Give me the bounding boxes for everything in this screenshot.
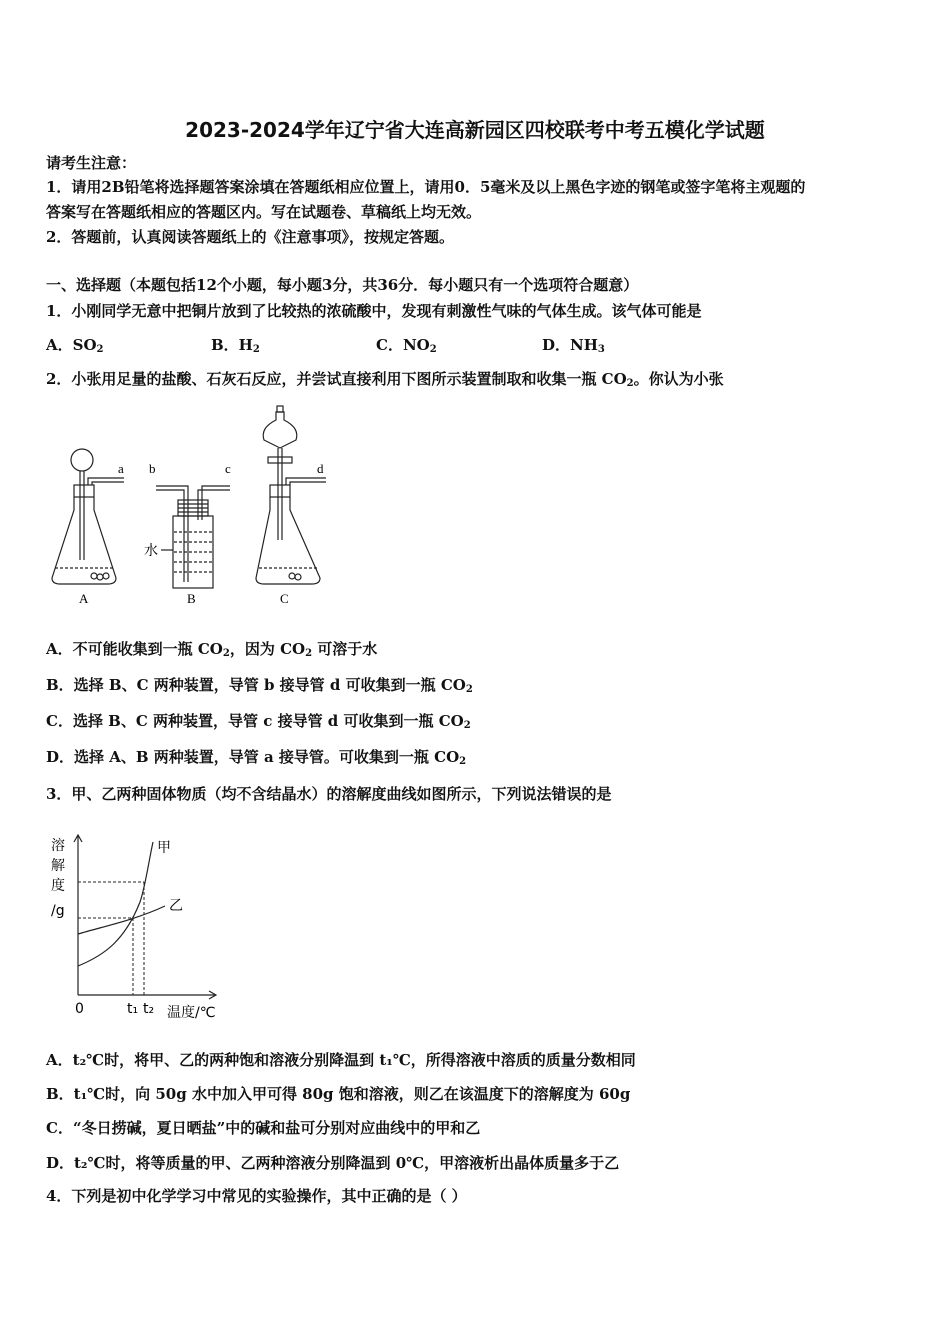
- q3-option-a[interactable]: A．t₂℃时，将甲、乙的两种饱和溶液分别降温到 t₁℃，所得溶液中溶质的质量分数相同: [46, 1051, 636, 1069]
- q1-option-a[interactable]: A．$SO_2$: [46, 336, 104, 355]
- water-label: 水: [144, 543, 158, 559]
- t1-label: t₁: [127, 1001, 139, 1017]
- curve-yi: [78, 906, 165, 934]
- curve-yi-label: 乙: [169, 898, 183, 914]
- q3-option-d[interactable]: D．t₂℃时，将等质量的甲、乙两种溶液分别降温到 0℃，甲溶液析出晶体质量多于乙: [46, 1154, 620, 1172]
- t2-label: t₂: [143, 1001, 155, 1017]
- notice-line-3: 2．答题前，认真阅读答题纸上的《注意事项》，按规定答题。: [46, 228, 454, 246]
- tube-b-label: b: [149, 461, 156, 476]
- q3-option-c[interactable]: C．“冬日捞碱，夏日晒盐”中的碱和盐可分别对应曲线中的甲和乙: [46, 1119, 481, 1137]
- ylabel-3: 度: [51, 878, 65, 894]
- q4-stem: 4．下列是初中化学学习中常见的实验操作，其中正确的是（ ）: [46, 1187, 467, 1205]
- notice-line-2: 答案写在答题纸相应的答题区内。写在试题卷、草稿纸上均无效。: [46, 203, 482, 221]
- section-heading: 一、选择题（本题包括12个小题，每小题3分，共36分．每小题只有一个选项符合题意）: [46, 276, 639, 294]
- q1-option-c[interactable]: C．$NO_2$: [376, 336, 437, 355]
- q2-option-b[interactable]: B．选择 B、C 两种装置，导管 b 接导管 d 可收集到一瓶 $CO_2$: [46, 676, 473, 695]
- tube-a-label: a: [118, 461, 124, 476]
- apparatus-a-label: A: [79, 591, 89, 606]
- xlabel: 温度/℃: [167, 1005, 216, 1021]
- apparatus-c: [256, 406, 326, 584]
- page-title: 2023-2024学年辽宁省大连高新园区四校联考中考五模化学试题: [185, 118, 765, 142]
- q1-option-b[interactable]: B．$H_2$: [211, 336, 260, 355]
- apparatus-b: [156, 486, 230, 588]
- q2-option-d[interactable]: D．选择 A、B 两种装置，导管 a 接导管。可收集到一瓶 $CO_2$: [46, 748, 467, 767]
- apparatus-c-label: C: [280, 591, 289, 606]
- notice-heading: 请考生注意：: [46, 154, 137, 172]
- solubility-graph: [45, 830, 230, 1025]
- q3-stem: 3．甲、乙两种固体物质（均不含结晶水）的溶解度曲线如图所示，下列说法错误的是: [46, 785, 612, 803]
- apparatus-diagram: [40, 400, 340, 615]
- tube-d-label: d: [317, 461, 324, 476]
- notice-line-1: 1．请用2B铅笔将选择题答案涂填在答题纸相应位置上，请用0．5毫米及以上黑色字迹的钢笔或签字笔将主观题的: [46, 178, 806, 196]
- q1-stem: 1．小刚同学无意中把铜片放到了比较热的浓硫酸中，发现有刺激性气味的气体生成。该气体可能是: [46, 302, 702, 320]
- q3-option-b[interactable]: B．t₁℃时，向 50g 水中加入甲可得 80g 饱和溶液，则乙在该温度下的溶解度为 60g: [46, 1085, 631, 1103]
- curve-jia: [78, 842, 153, 966]
- apparatus-a: [52, 449, 124, 584]
- ylabel-4: /g: [51, 903, 65, 919]
- q1-option-d[interactable]: D．$NH_3$: [542, 336, 605, 355]
- apparatus-b-label: B: [187, 591, 196, 606]
- q2-stem: 2．小张用足量的盐酸、石灰石反应，并尝试直接利用下图所示装置制取和收集一瓶 $CO_2$。你认为小张: [46, 370, 724, 389]
- origin-label: 0: [75, 1001, 84, 1017]
- curve-jia-label: 甲: [157, 840, 171, 856]
- ylabel-1: 溶: [51, 838, 65, 854]
- tube-c-label: c: [225, 461, 231, 476]
- ylabel-2: 解: [51, 858, 65, 874]
- q2-option-c[interactable]: C．选择 B、C 两种装置，导管 c 接导管 d 可收集到一瓶 $CO_2$: [46, 712, 471, 731]
- q2-option-a[interactable]: A．不可能收集到一瓶 $CO_2$，因为 $CO_2$ 可溶于水: [46, 640, 378, 659]
